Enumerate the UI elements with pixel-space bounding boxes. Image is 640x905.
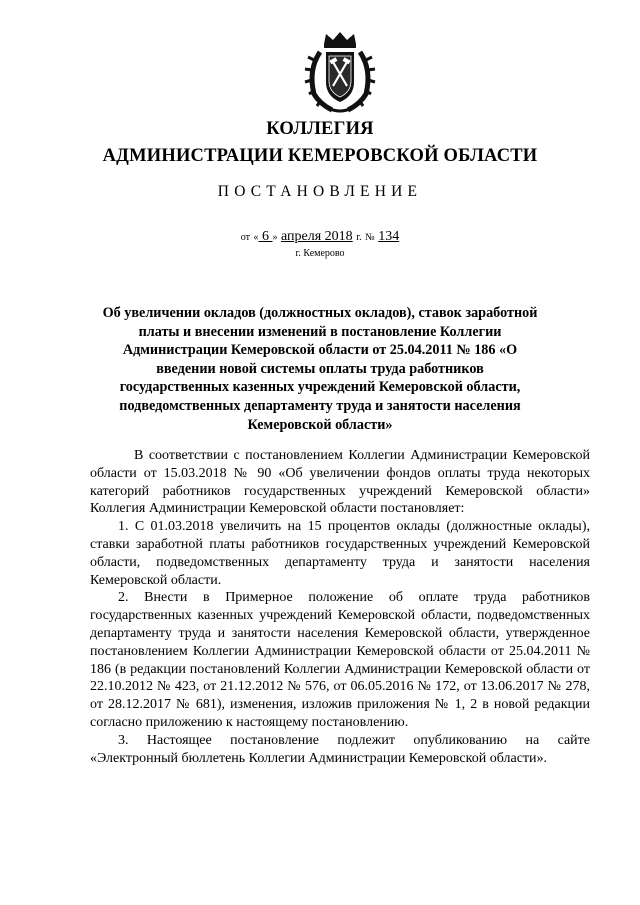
item-2-paragraph: 2. Внести в Примерное положение об оплате труда работников государственных казенных учреждений Кемеровской области, подведомственных департаменту труда и занятости населения Кемеровской области, утвержденное постановлением Коллегии Администрации Кемеровской области от 25.04.2011 № 186 (в редакции постановлений Коллегии Администрации Кемеровской области от 22.10.2012 № 423, от 21.12.2012 № 576, от 06.05.2016 № 172, от 13.06.2017 № 278, от 28.12.2017 № 681), изменения, изложив приложения № 1, 2 в новой редакции согласно приложению к настоящему постановлению.	[90, 590, 590, 730]
document-dateline	[0, 229, 640, 245]
quote-open: «	[253, 232, 259, 243]
date-day: 6	[262, 229, 270, 244]
org-name-line2: АДМИНИСТРАЦИИ КЕМЕРОВСКОЙ ОБЛАСТИ	[102, 146, 538, 166]
item-3-paragraph: 3. Настоящее постановление подлежит опубликованию на сайте «Электронный бюллетень Коллегии Администрации Кемеровской области».	[90, 732, 590, 766]
coat-of-arms-icon	[300, 30, 380, 116]
item-1-paragraph: 1. С 01.03.2018 увеличить на 15 процентов оклады (должностные оклады), ставки заработной платы работников государственных учреждений Кемеровской области, подведомственных департаменту труда и занятости населения Кемеровской области.	[90, 519, 590, 588]
year-suffix: г.	[356, 232, 362, 243]
date-month-year: апреля 2018	[281, 229, 353, 244]
org-name-line1: КОЛЛЕГИЯ	[266, 119, 374, 139]
document-number: 134	[378, 229, 400, 244]
quote-close: »	[272, 232, 278, 243]
document-city: г. Кемерово	[295, 248, 345, 259]
document-type: ПОСТАНОВЛЕНИЕ	[217, 183, 423, 200]
preamble-paragraph: В соответствии с постановлением Коллегии Администрации Кемеровской области от 15.03.2018 № 90 «Об увеличении фондов оплаты труда некоторых категорий работников государственных учреждений Кемеровской области» Коллегия Администрации Кемеровской области постановляет:	[90, 448, 590, 517]
number-sign: №	[365, 232, 375, 243]
document-body	[90, 447, 590, 767]
document-title: Об увеличении окладов (должностных окладов), ставок заработной платы и внесении изменений в постановление Коллегии Администрации Кемеровской области от 25.04.2011 № 186 «О введении новой системы оплаты труда работников государственных казенных учреждений Кемеровской области, подведомственных департаменту труда и занятости населения Кемеровской области»	[102, 305, 538, 433]
date-prefix: от	[240, 232, 251, 243]
